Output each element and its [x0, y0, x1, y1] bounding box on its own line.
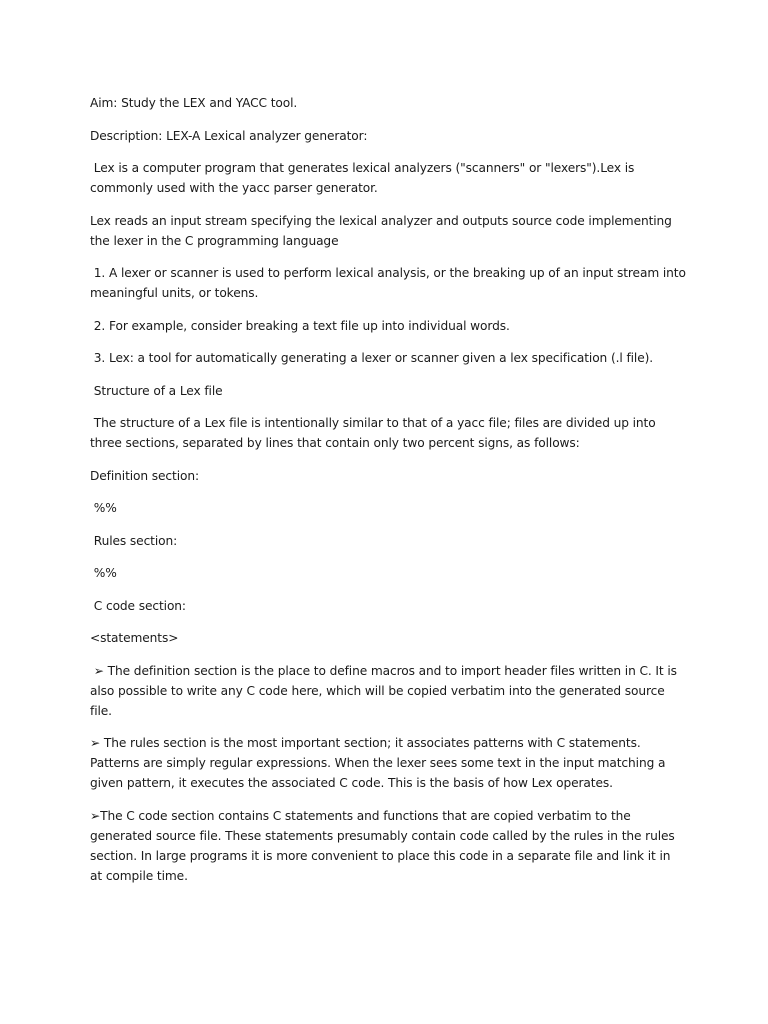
- definition-section-bullet: ➢ The definition section is the place to define macros and to import header files written in C. It is also possible to write any C code here, which will be copied verbatim into the generated source file.: [90, 663, 681, 718]
- description-heading: Description: LEX-A Lexical analyzer generator:: [90, 128, 368, 143]
- statements-label: <statements>: [90, 631, 179, 645]
- point-3-paragraph: 3. Lex: a tool for automatically generating a lexer or scanner given a lex specification (.l file).: [90, 351, 654, 365]
- lex-intro-paragraph: Lex is a computer program that generates lexical analyzers ("scanners" or "lexers").Lex is commonly used with the yacc parser generator.: [90, 161, 639, 195]
- separator-1: %%: [90, 501, 117, 515]
- separator-2: %%: [90, 566, 117, 580]
- lex-reads-paragraph: Lex reads an input stream specifying the lexical analyzer and outputs source code implementing the lexer in the C programming language: [90, 213, 676, 248]
- c-code-section-label: C code section:: [90, 598, 186, 613]
- point-2-paragraph: 2. For example, consider breaking a text file up into individual words.: [90, 318, 510, 333]
- rules-section-bullet: ➢ The rules section is the most important section; it associates patterns with C statements. Patterns are simply regular expressions. When the lexer sees some text in the input matching a given pattern, it executes the associated C code. This is the basis of how Lex operates.: [90, 736, 670, 790]
- c-code-section-bullet: ➢The C code section contains C statements and functions that are copied verbatim to the generated source file. These statements presumably contain code called by the rules in the rules section. In large programs it is more convenient to place this code in a separate file and link it in at compile time.: [90, 808, 679, 883]
- structure-paragraph: The structure of a Lex file is intentionally similar to that of a yacc file; files are divided up into three sections, separated by lines that contain only two percent signs, as follows:: [90, 416, 660, 450]
- rules-section-label: Rules section:: [90, 533, 178, 548]
- definition-section-label: Definition section:: [90, 468, 199, 483]
- aim-line: Aim: Study the LEX and YACC tool.: [90, 96, 298, 110]
- document-body: [90, 93, 690, 898]
- point-1-paragraph: 1. A lexer or scanner is used to perform lexical analysis, or the breaking up of an input stream into meaningful units, or tokens.: [90, 266, 690, 300]
- structure-heading: Structure of a Lex file: [90, 383, 223, 398]
